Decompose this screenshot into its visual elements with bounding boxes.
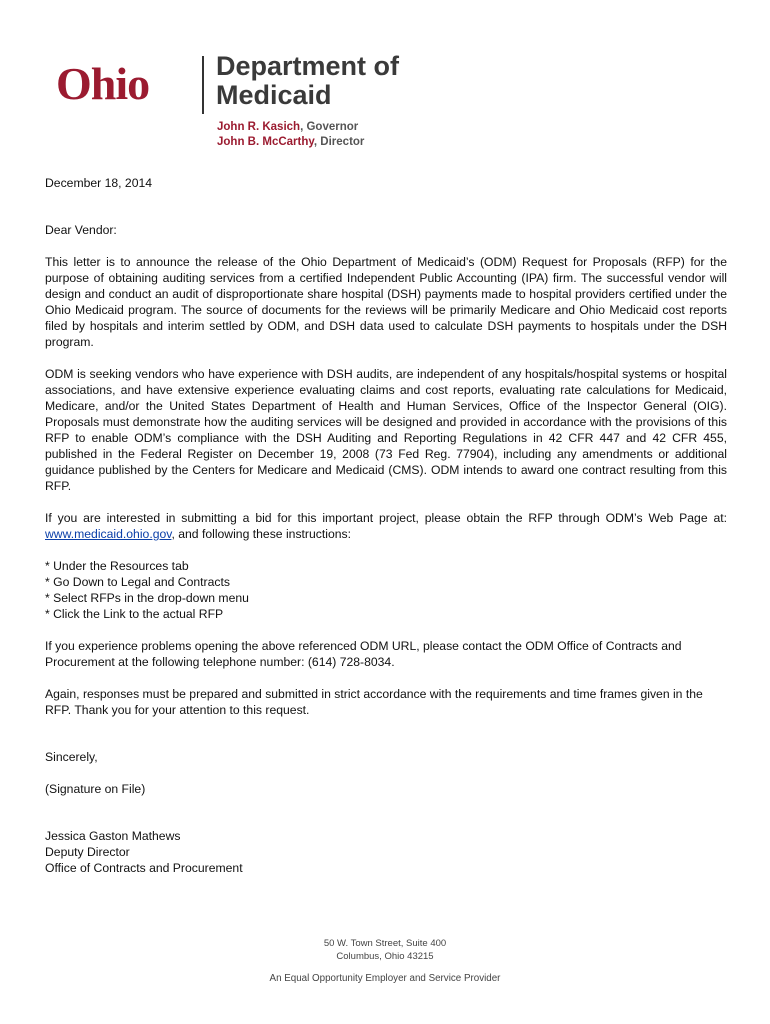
letter-date: December 18, 2014: [45, 176, 153, 190]
official-title: , Governor: [300, 121, 359, 133]
signer-name: Jessica Gaston Mathews: [45, 829, 181, 843]
department-name: [216, 52, 399, 110]
paragraph-3-intro: If you are interested in submitting a bid for this important project, please obtain the RFP through ODM’s Web Page at:: [45, 511, 727, 525]
instruction-item: * Select RFPs in the drop-down menu: [45, 591, 249, 605]
official-governor: [217, 120, 364, 135]
letter-paragraph-4: If you experience problems opening the above referenced ODM URL, please contact the ODM Office of Contracts and Procurement at the following telephone number: (614) 728-8034.: [45, 639, 682, 669]
instruction-item: * Go Down to Legal and Contracts: [45, 575, 230, 589]
letterhead: [56, 52, 456, 152]
official-name: John R. Kasich: [217, 121, 301, 133]
official-director: [217, 135, 364, 150]
letter-salutation: Dear Vendor:: [45, 223, 117, 237]
department-name-line1: Department of: [216, 51, 400, 81]
letter-paragraph-3: [45, 510, 727, 542]
instruction-item: * Click the Link to the actual RFP: [45, 607, 224, 621]
department-name-line2: Medicaid: [216, 80, 332, 110]
instructions-list: [45, 558, 727, 622]
official-name: John B. McCarthy: [217, 136, 314, 148]
footer-eeo-statement: An Equal Opportunity Employer and Service Provider: [269, 973, 501, 984]
signature-note: (Signature on File): [45, 782, 146, 796]
officials-list: [217, 120, 364, 150]
letter-closing: Sincerely,: [45, 750, 98, 764]
letter-paragraph-2: ODM is seeking vendors who have experience with DSH audits, are independent of any hospitals/hospital systems or hospital associations, and have extensive experience evaluating claims and cost reports, evaluating rate calculations for Medicaid, Medicare, and/or the United States Department of Health and Human Services, Office of the Inspector General (OIG). Proposals must demonstrate how the auditing services will be designed and provided in accordance with the provisions of this RFP to enable ODM’s compliance with the DSH Auditing and Reporting Regulations in 42 CFR 447 and 42 CFR 455, published in the Federal Register on December 19, 2008 (73 Fed Reg. 77904), including any amendments or additional guidance published by the Centers for Medicare and Medicaid (CMS). ODM intends to award one contract resulting from this RFP.: [45, 367, 727, 493]
official-title: , Director: [313, 136, 365, 148]
signer-office: Office of Contracts and Procurement: [45, 861, 243, 875]
letterhead-divider: [202, 56, 204, 114]
letter-paragraph-1: This letter is to announce the release of the Ohio Department of Medicaid’s (ODM) Request for Proposals (RFP) for the purpose of obtaining auditing services from a certified Independent Public Accounting (IPA) firm. The successful vendor will design and conduct an audit of disproportionate share hospital (DSH) payments made to hospital providers certified under the Ohio Medicaid program. The source of documents for the reviews will be primarily Medicare and Ohio Medicaid cost reports filed by hospitals and interim settled by ODM, and DSH data used to calculate DSH payments to hospitals under the DSH program.: [45, 255, 727, 349]
instruction-item: * Under the Resources tab: [45, 559, 189, 573]
letter-paragraph-5: Again, responses must be prepared and submitted in strict accordance with the requirements and time frames given in the RFP. Thank you for your attention to this request.: [45, 687, 703, 717]
letter-body: [45, 175, 727, 876]
footer-address-line2: Columbus, Ohio 43215: [336, 951, 434, 962]
medicaid-website-link[interactable]: www.medicaid.ohio.gov: [45, 527, 172, 541]
footer-address-line1: 50 W. Town Street, Suite 400: [323, 938, 447, 949]
ohio-logo: Ohio: [56, 58, 150, 109]
signer-title: Deputy Director: [45, 845, 130, 859]
footer-address: [0, 937, 770, 963]
paragraph-3-outro: , and following these instructions:: [171, 527, 351, 541]
